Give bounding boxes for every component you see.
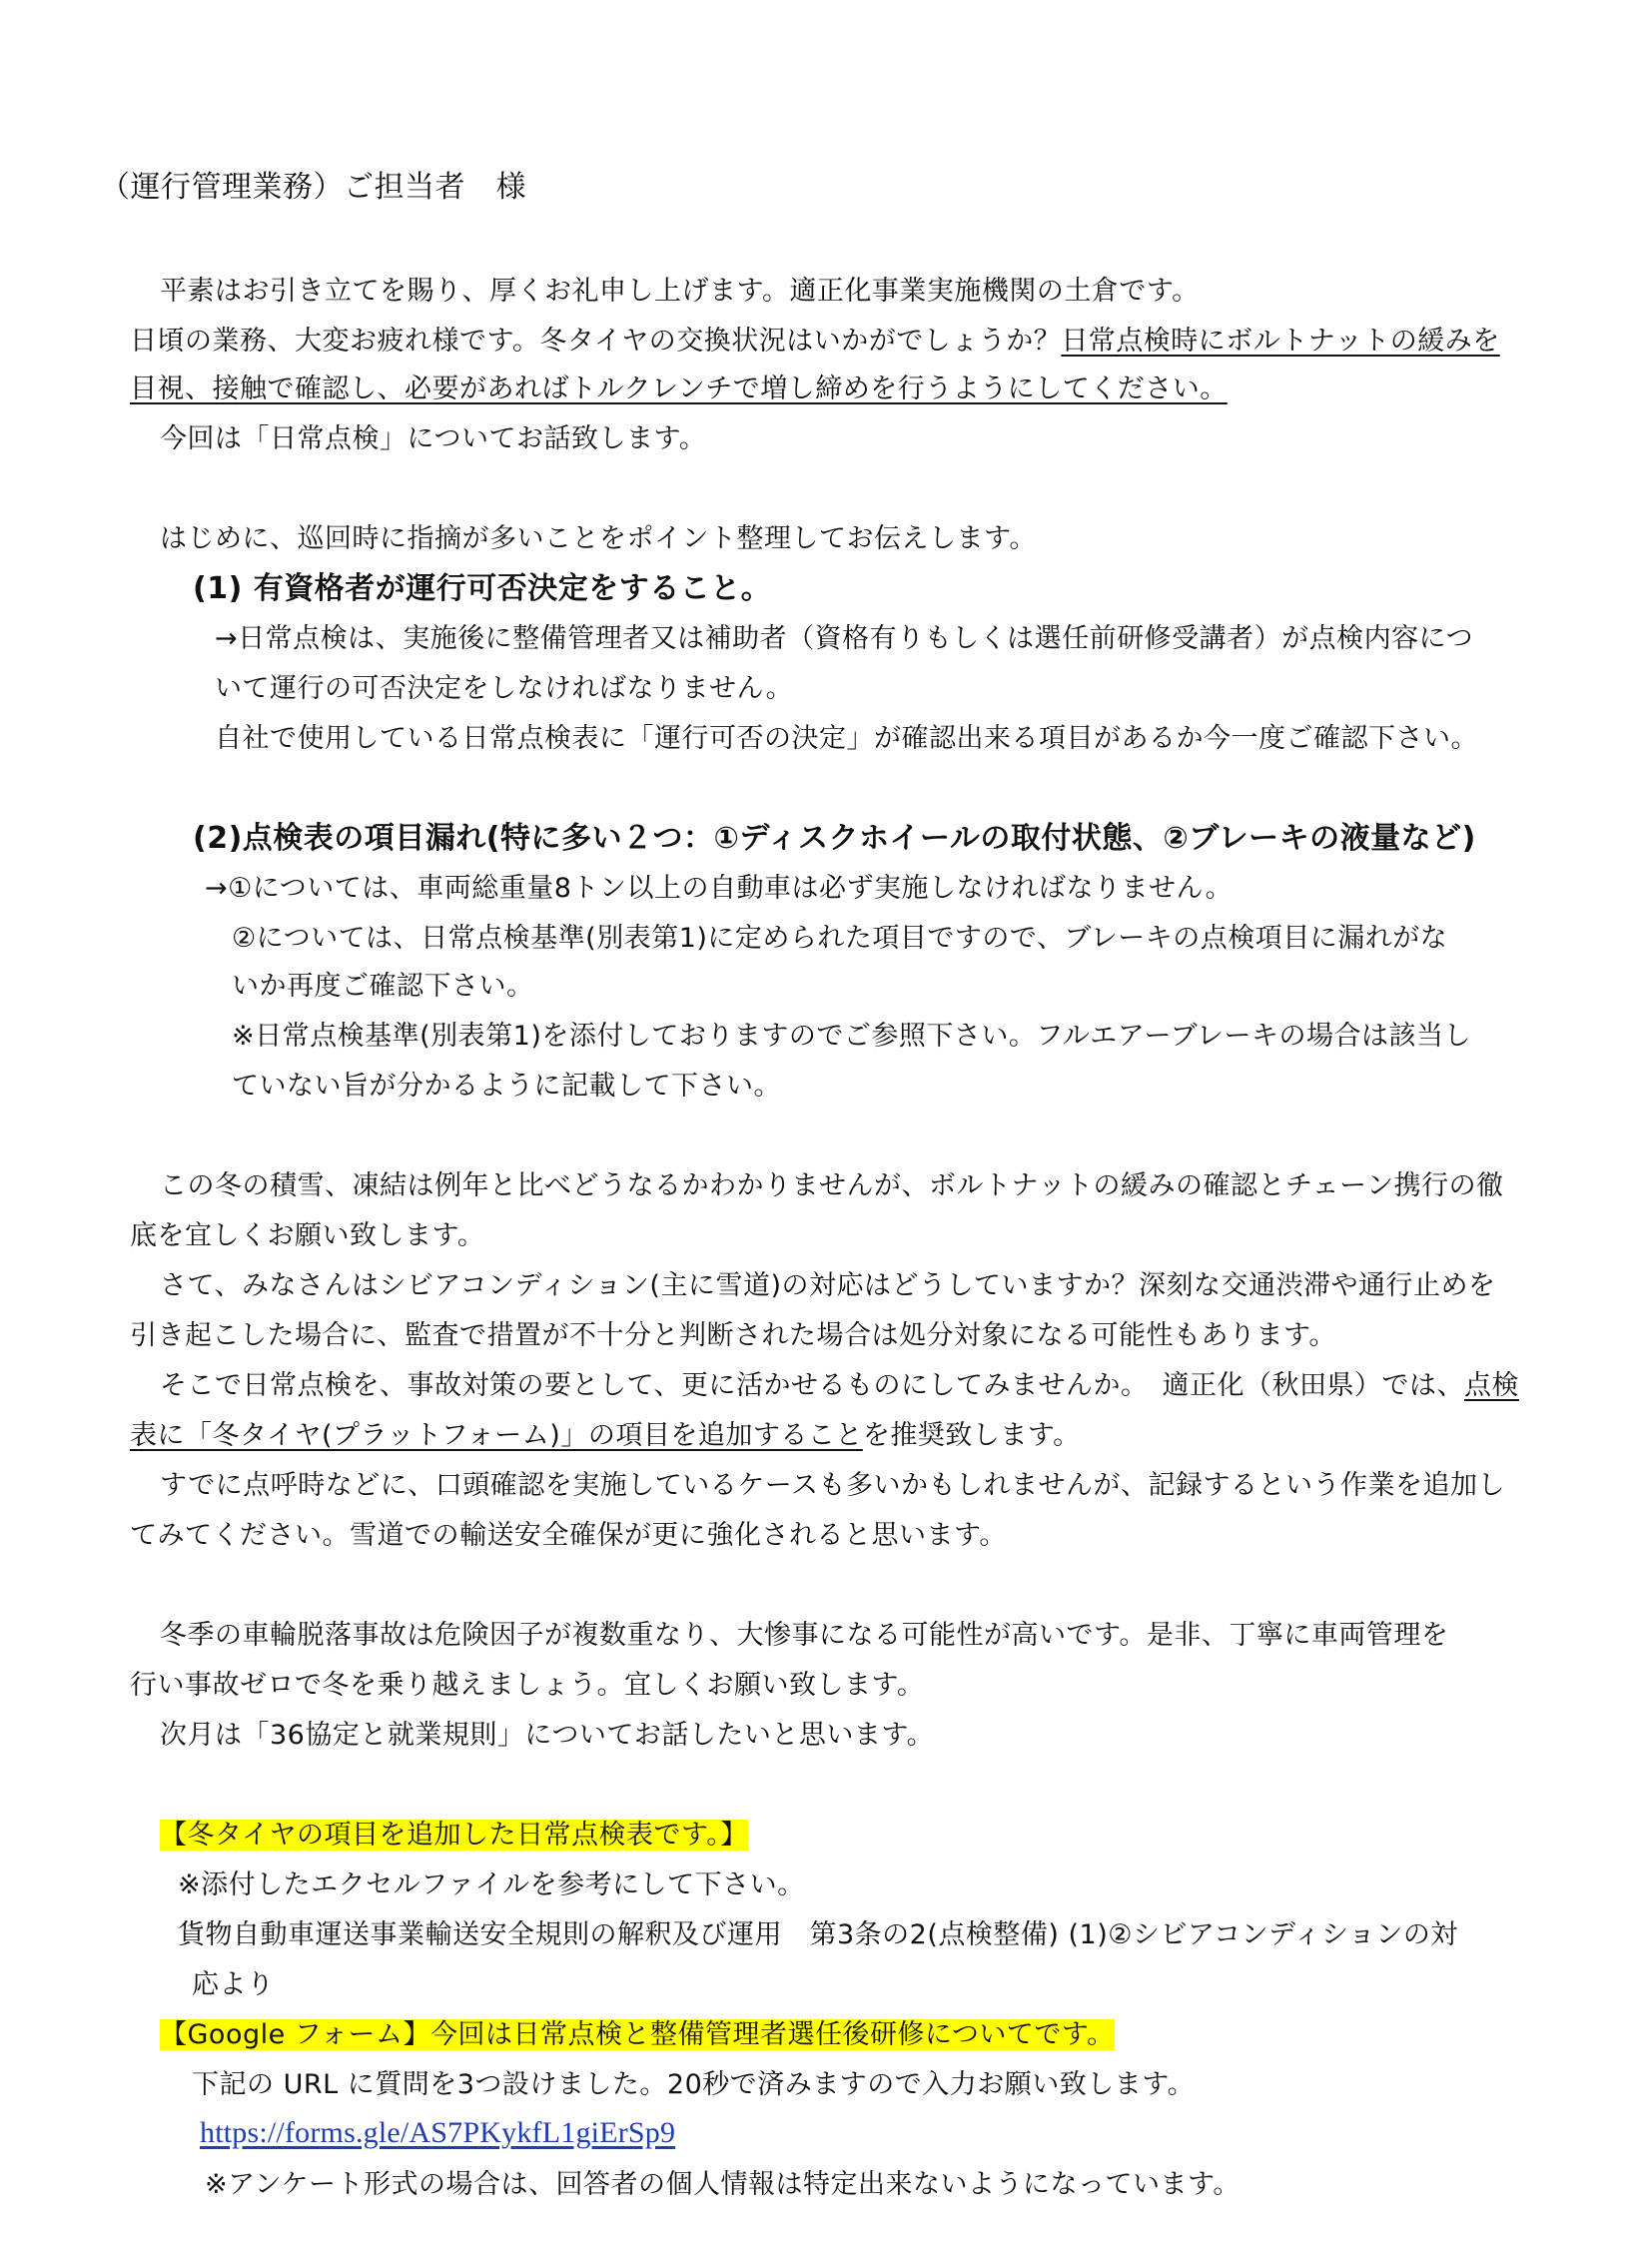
intro-line-2-underlined: 日常点検時にボルトナットの緩みを	[1061, 326, 1500, 357]
closing-line-2: 行い事故ゼロで冬を乗り越えましょう。宜しくお願い致します。	[130, 1670, 925, 1701]
point1-line-2: いて運行の可否決定をしなければなりません。	[215, 673, 794, 704]
winter-line-5-text: そこで日常点検を、事故対策の要として、更に活かせるものにしてみませんか。 適正化（秋田県）では、	[160, 1370, 1464, 1401]
point1-line-3: 自社で使用している日常点検表に「運行可否の決定」が確認出来る項目があるか今一度ご確認下さい。	[215, 723, 1478, 754]
attachment-heading-highlight: 【冬タイヤの項目を追加した日常点検表です。】	[160, 1820, 748, 1851]
forms-heading-highlight: 【Google フォーム】今回は日常点検と整備管理者選任後研修についてです。	[160, 2019, 1115, 2050]
winter-line-3: さて、みなさんはシビアコンディション(主に雪道)の対応はどうしていますか？深刻な交通渋滞や通行止めを	[160, 1270, 1496, 1301]
forms-heading	[160, 2015, 1115, 2055]
winter-line-5	[160, 1366, 1519, 1406]
attachment-heading	[160, 1816, 748, 1856]
forms-url-link[interactable]: https://forms.gle/AS7PKykfL1giErSp9	[200, 2116, 676, 2149]
point1-heading: (1) 有資格者が運行可否決定をすること。	[193, 571, 772, 606]
winter-line-6-underlined: 表に「冬タイヤ(プラットフォーム)」の項目を追加すること	[130, 1420, 863, 1451]
closing-line-3: 次月は「36協定と就業規則」についてお話したいと思います。	[160, 1720, 935, 1751]
closing-line-1: 冬季の車輪脱落事故は危険因子が複数重なり、大惨事になる可能性が高いです。是非、丁寧に車両管理を	[160, 1620, 1449, 1651]
attachment-line-3: 応より	[192, 1969, 275, 2000]
point2-heading: (2)点検表の項目漏れ(特に多い２つ：①ディスクホイールの取付状態、②ブレーキの液量など)	[193, 821, 1476, 856]
forms-url-line	[200, 2113, 675, 2154]
intro-line-3-underlined: 目視、接触で確認し、必要があればトルクレンチで増し締めを行うようにしてください。	[130, 374, 1228, 404]
salutation: （運行管理業務）ご担当者 様	[100, 170, 526, 205]
winter-line-6	[130, 1416, 1081, 1456]
point2-line-1: →①については、車両総重量8トン以上の自動車は必ず実施しなければなりません。	[205, 873, 1234, 904]
point2-line-4: ※日常点検基準(別表第1)を添付しておりますのでご参照下さい。フルエアーブレーキの場合は該当し	[232, 1021, 1472, 1052]
point1-line-1: →日常点検は、実施後に整備管理者又は補助者（資格有りもしくは選任前研修受講者）が点検内容につ	[215, 623, 1474, 654]
winter-line-6-text: を推奨致します。	[862, 1420, 1081, 1451]
point2-line-5: ていない旨が分かるように記載して下さい。	[232, 1071, 781, 1102]
intro-line-2-text: 日頃の業務、大変お疲れ様です。冬タイヤの交換状況はいかがでしょうか？	[130, 326, 1062, 357]
winter-line-8: てみてください。雪道での輸送安全確保が更に強化されると思います。	[130, 1520, 1007, 1551]
winter-line-7: すでに点呼時などに、口頭確認を実施しているケースも多いかもしれませんが、記録するという作業を追加し	[160, 1470, 1505, 1501]
forms-note: ※アンケート形式の場合は、回答者の個人情報は特定出来ないようになっています。	[205, 2169, 1240, 2200]
intro-line-1: 平素はお引き立てを賜り、厚くお礼申し上げます。適正化事業実施機関の土倉です。	[160, 276, 1200, 307]
point2-line-3: いか再度ご確認下さい。	[232, 971, 534, 1002]
winter-line-2: 底を宜しくお願い致します。	[130, 1220, 485, 1251]
forms-line-1: 下記の URL に質問を3つ設けました。20秒で済みますので入力お願い致します。	[192, 2069, 1196, 2100]
attachment-line-2: 貨物自動車運送事業輸送安全規則の解釈及び運用 第3条の2(点検整備) (1)②シビアコンディションの対	[178, 1919, 1458, 1950]
intro-line-2	[130, 322, 1500, 362]
winter-line-5-underlined: 点検	[1463, 1370, 1519, 1401]
winter-line-4: 引き起こした場合に、監査で措置が不十分と判断された場合は処分対象になる可能性もあります。	[130, 1320, 1336, 1351]
attachment-line-1: ※添付したエクセルファイルを参考にして下さい。	[178, 1869, 805, 1900]
point2-line-2: ②については、日常点検基準(別表第1)に定められた項目ですので、ブレーキの点検項目に漏れがな	[232, 923, 1448, 954]
points-intro: はじめに、巡回時に指摘が多いことをポイント整理してお伝えします。	[160, 523, 1037, 554]
winter-line-1: この冬の積雪、凍結は例年と比べどうなるかわかりませんが、ボルトナットの緩みの確認とチェーン携行の徹	[160, 1170, 1504, 1201]
intro-line-4: 今回は「日常点検」についてお話致します。	[160, 423, 707, 454]
